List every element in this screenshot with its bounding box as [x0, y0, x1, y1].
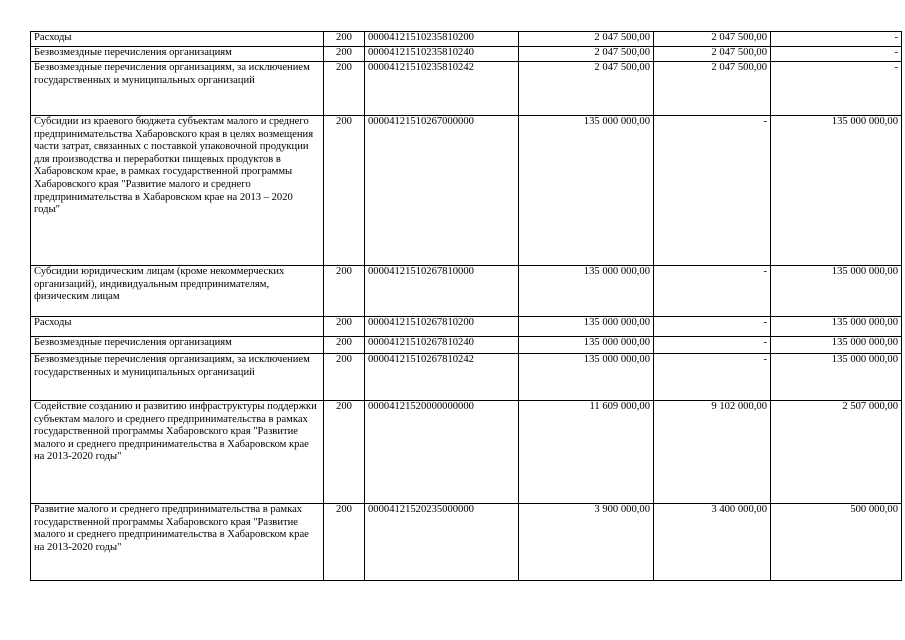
row-remaining: - — [771, 62, 902, 116]
table-row — [31, 116, 902, 266]
row-executed: 2 047 500,00 — [654, 47, 771, 62]
row-remaining: 2 507 000,00 — [771, 401, 902, 504]
row-approved: 3 900 000,00 — [519, 504, 654, 581]
row-code: 200 — [324, 47, 365, 62]
table-row — [31, 47, 902, 62]
budget-execution-table — [30, 31, 902, 581]
row-name: Безвозмездные перечисления организациям, за исключением государственных и муниципальных организаций — [31, 62, 324, 116]
row-approved: 135 000 000,00 — [519, 317, 654, 337]
row-code: 200 — [324, 401, 365, 504]
row-name: Развитие малого и среднего предпринимательства в рамках государственной программы Хабаровского края "Развитие малого и среднего предпринимательства в Хабаровском крае на 2013-2020 годы" — [31, 504, 324, 581]
row-remaining: 135 000 000,00 — [771, 266, 902, 317]
row-remaining: 500 000,00 — [771, 504, 902, 581]
row-executed: 2 047 500,00 — [654, 62, 771, 116]
table-row — [31, 266, 902, 317]
row-kbk: 00004121520235000000 — [365, 504, 519, 581]
row-remaining: 135 000 000,00 — [771, 317, 902, 337]
row-name: Безвозмездные перечисления организациям, за исключением государственных и муниципальных организаций — [31, 354, 324, 401]
row-executed: 9 102 000,00 — [654, 401, 771, 504]
row-name: Безвозмездные перечисления организациям — [31, 337, 324, 354]
row-name: Содействие созданию и развитию инфраструктуры поддержки субъектам малого и среднего предпринимательства в рамках государственной программы Хабаровского края "Развитие малого и среднего предпринимательства в Хабаровском крае на 2013-2020 годы" — [31, 401, 324, 504]
row-code: 200 — [324, 317, 365, 337]
row-code: 200 — [324, 354, 365, 401]
row-remaining: - — [771, 47, 902, 62]
row-approved: 2 047 500,00 — [519, 32, 654, 47]
row-executed: - — [654, 317, 771, 337]
row-name: Безвозмездные перечисления организациям — [31, 47, 324, 62]
row-code: 200 — [324, 62, 365, 116]
row-remaining: 135 000 000,00 — [771, 337, 902, 354]
table-row — [31, 354, 902, 401]
row-kbk: 00004121510267000000 — [365, 116, 519, 266]
row-code: 200 — [324, 116, 365, 266]
row-remaining: - — [771, 32, 902, 47]
row-executed: - — [654, 354, 771, 401]
row-kbk: 00004121510235810240 — [365, 47, 519, 62]
row-code: 200 — [324, 266, 365, 317]
row-name: Расходы — [31, 317, 324, 337]
row-approved: 135 000 000,00 — [519, 354, 654, 401]
row-kbk: 00004121510267810240 — [365, 337, 519, 354]
row-executed: - — [654, 337, 771, 354]
table-body — [31, 32, 902, 581]
table-row — [31, 62, 902, 116]
row-code: 200 — [324, 32, 365, 47]
row-approved: 135 000 000,00 — [519, 116, 654, 266]
row-kbk: 00004121520000000000 — [365, 401, 519, 504]
row-code: 200 — [324, 504, 365, 581]
table-row — [31, 401, 902, 504]
row-name: Субсидии юридическим лицам (кроме некоммерческих организаций), индивидуальным предпринимателям, физическим лицам — [31, 266, 324, 317]
row-approved: 135 000 000,00 — [519, 266, 654, 317]
row-code: 200 — [324, 337, 365, 354]
table-row — [31, 337, 902, 354]
row-remaining: 135 000 000,00 — [771, 354, 902, 401]
row-approved: 135 000 000,00 — [519, 337, 654, 354]
row-kbk: 00004121510267810000 — [365, 266, 519, 317]
row-remaining: 135 000 000,00 — [771, 116, 902, 266]
row-executed: 2 047 500,00 — [654, 32, 771, 47]
row-approved: 11 609 000,00 — [519, 401, 654, 504]
row-kbk: 00004121510267810200 — [365, 317, 519, 337]
row-executed: - — [654, 266, 771, 317]
row-approved: 2 047 500,00 — [519, 62, 654, 116]
row-name: Субсидии из краевого бюджета субъектам малого и среднего предпринимательства Хабаровского края в целях возмещения части затрат, связанных с поставкой упаковочной продукции для производства и переработки пищевых продуктов в Хабаровском крае, в рамках государственной программы Хабаровского края "Развитие малого и среднего предпринимательства в Хабаровском крае на 2013 – 2020 годы" — [31, 116, 324, 266]
row-approved: 2 047 500,00 — [519, 47, 654, 62]
table-row — [31, 317, 902, 337]
table-row — [31, 504, 902, 581]
row-executed: - — [654, 116, 771, 266]
row-kbk: 00004121510267810242 — [365, 354, 519, 401]
row-name: Расходы — [31, 32, 324, 47]
table-row — [31, 32, 902, 47]
row-kbk: 00004121510235810242 — [365, 62, 519, 116]
row-executed: 3 400 000,00 — [654, 504, 771, 581]
row-kbk: 00004121510235810200 — [365, 32, 519, 47]
